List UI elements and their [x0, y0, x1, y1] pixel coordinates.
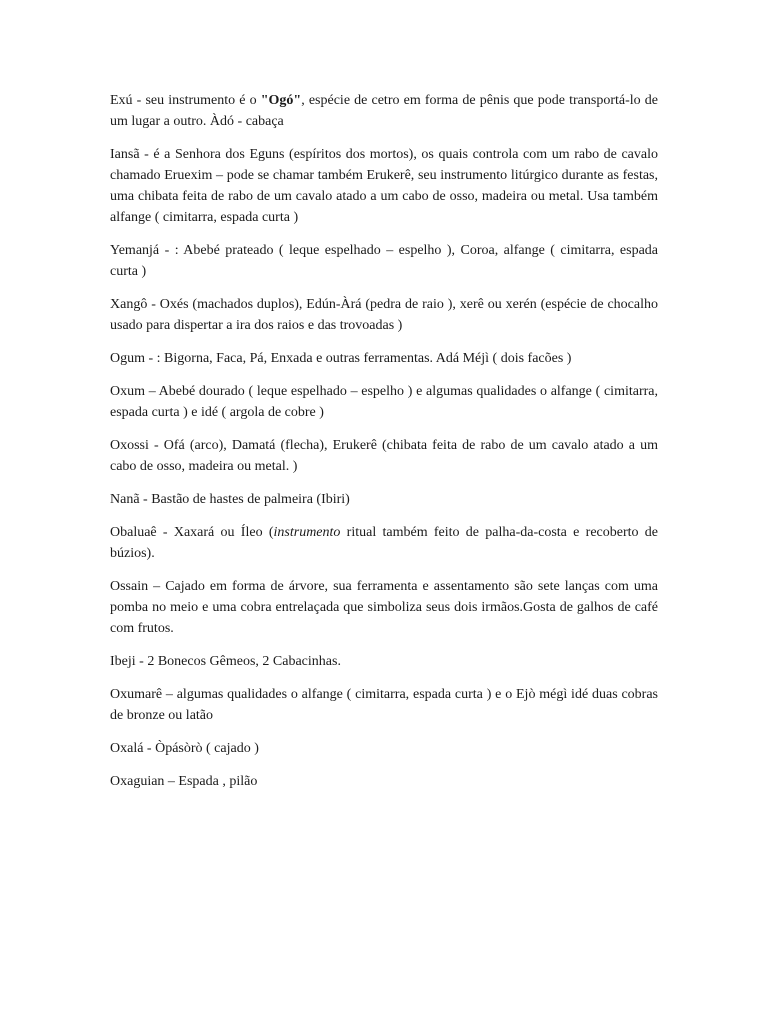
- paragraph-ogum: Ogum - : Bigorna, Faca, Pá, Enxada e outras ferramentas. Adá Méjì ( dois facões ): [110, 351, 572, 366]
- exu-text-start: Exú - seu instrumento é o: [110, 93, 261, 108]
- ogo-term: "Ogó": [260, 93, 302, 108]
- paragraph-yemanja: Yemanjá - : Abebé prateado ( leque espelhado – espelho ), Coroa, alfange ( cimitarra, espada curta ): [110, 243, 658, 279]
- obaluae-text-end: ritual também feito de palha-da-costa e recoberto de búzios).: [110, 525, 658, 561]
- paragraph-oxumare: Oxumarê – algumas qualidades o alfange ( cimitarra, espada curta ) e o Ejò mégì idé duas cobras de bronze ou latão: [110, 687, 658, 723]
- paragraph-oxum: Oxum – Abebé dourado ( leque espelhado – espelho ) e algumas qualidades o alfange ( cimitarra, espada curta ) e idé ( argola de cobre ): [110, 384, 658, 420]
- paragraph-nana: Nanã - Bastão de hastes de palmeira (Ibiri): [110, 492, 350, 507]
- obaluae-text-start: Obaluaê - Xaxará ou Íleo (: [110, 525, 274, 540]
- paragraph-obaluae: [110, 522, 658, 564]
- paragraph-oxaguian: Oxaguian – Espada , pilão: [110, 774, 258, 789]
- paragraph-ibeji: Ibeji - 2 Bonecos Gêmeos, 2 Cabacinhas.: [110, 654, 341, 669]
- instrumento-term: instrumento: [273, 525, 341, 540]
- paragraph-oxossi: Oxossi - Ofá (arco), Damatá (flecha), Erukerê (chibata feita de rabo de um cavalo atado a um cabo de osso, madeira ou metal. ): [110, 438, 658, 474]
- paragraph-xango: Xangô - Oxés (machados duplos), Edún-Àrá (pedra de raio ), xerê ou xerén (espécie de chocalho usado para dispertar a ira dos raios e das trovoadas ): [110, 297, 658, 333]
- paragraph-ossain: Ossain – Cajado em forma de árvore, sua ferramenta e assentamento são sete lanças com uma pomba no meio e uma cobra entrelaçada que simboliza seus dois irmãos.Gosta de galhos de café com frutos.: [110, 579, 658, 636]
- document-page: [110, 90, 658, 792]
- exu-text-end: , espécie de cetro em forma de pênis que pode transportá-lo de um lugar a outro. Àdó - cabaça: [110, 93, 658, 129]
- paragraph-exu: [110, 90, 658, 132]
- paragraph-oxala: Oxalá - Òpásòrò ( cajado ): [110, 741, 259, 756]
- paragraph-iansa: Iansã - é a Senhora dos Eguns (espíritos dos mortos), os quais controla com um rabo de cavalo chamado Eruexim – pode se chamar também Erukerê, seu instrumento litúrgico durante as festas, uma chibata feita de rabo de um cavalo atado a um cabo de osso, madeira ou metal. Usa também alfange ( cimitarra, espada curta ): [110, 147, 658, 225]
